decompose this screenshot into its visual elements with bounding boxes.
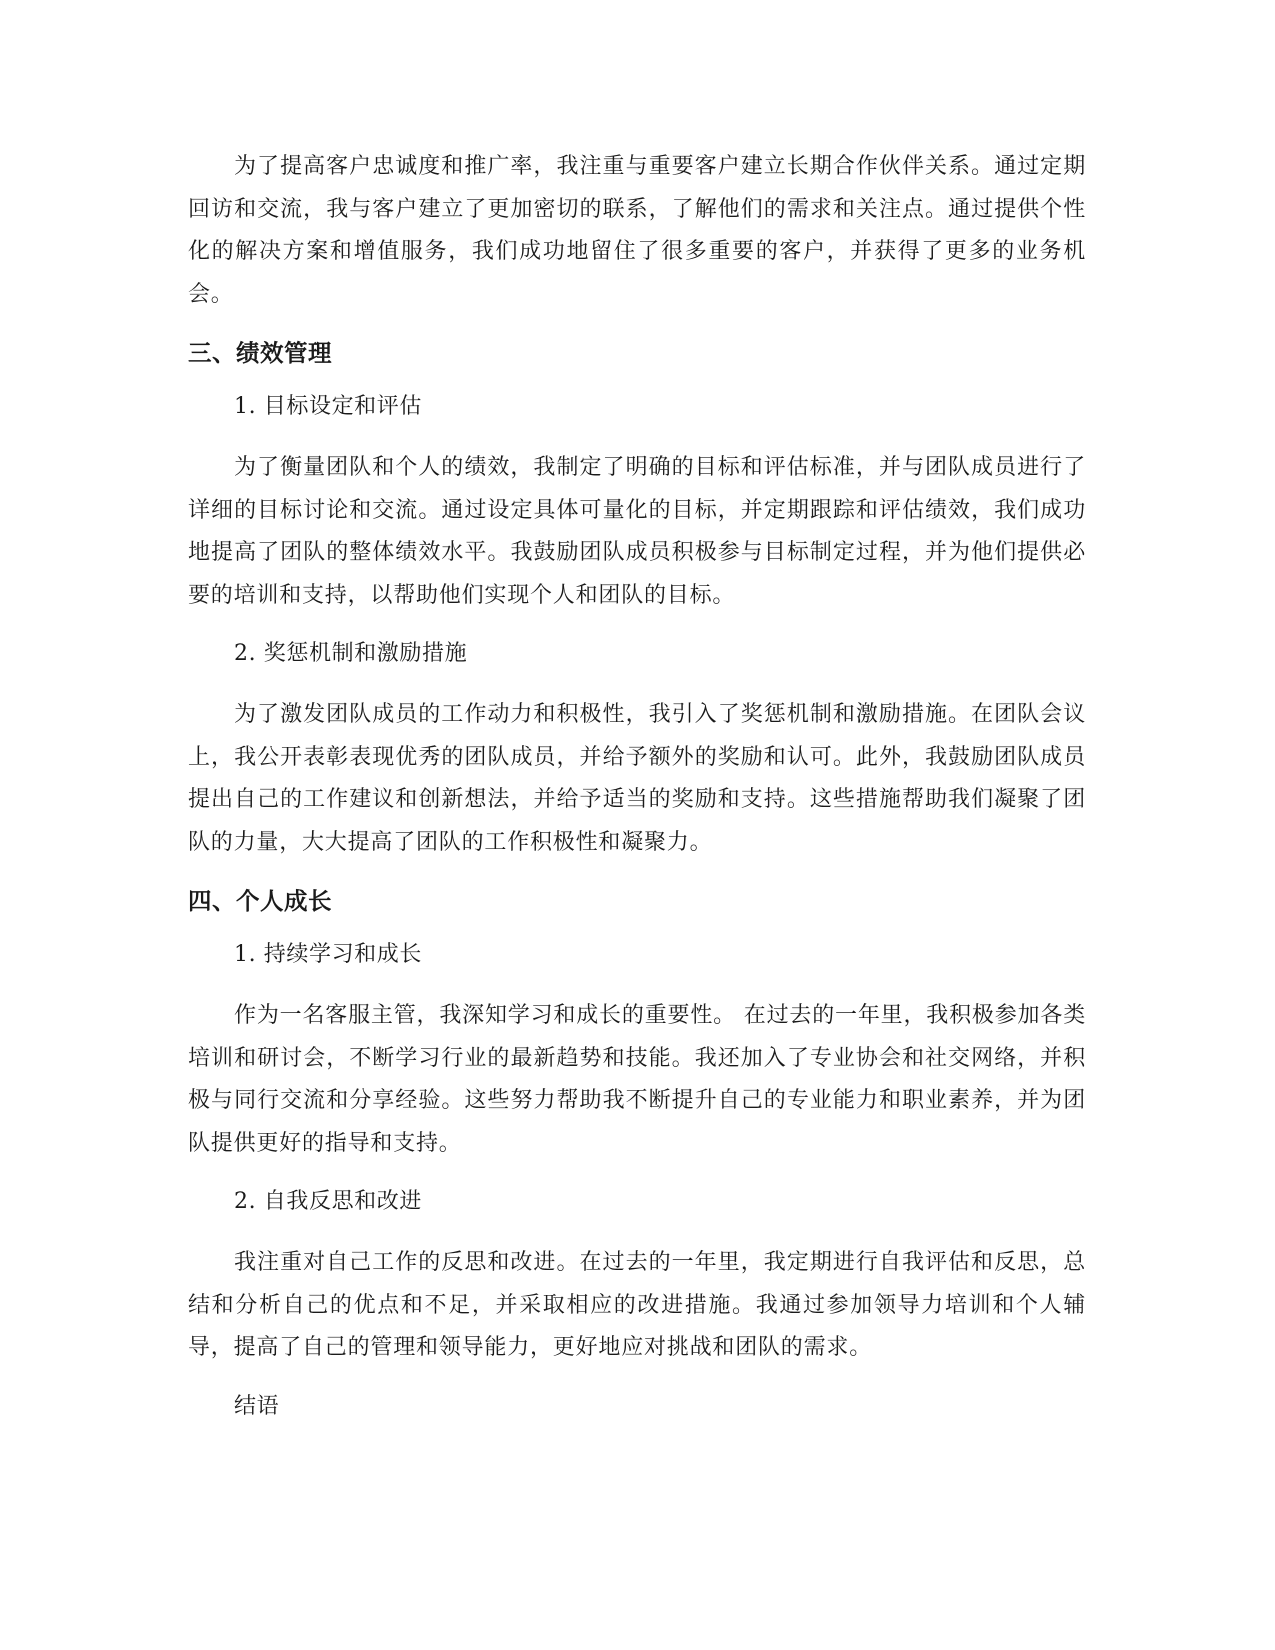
document-body — [188, 146, 1086, 1424]
section-heading-personal-growth: 四、个人成长 — [188, 887, 332, 915]
closing-heading: 结语 — [234, 1393, 280, 1419]
paragraph-continuous-learning: 作为一名客服主管，我深知学习和成长的重要性。 在过去的一年里，我积极参加各类培训和研讨会，不断学习行业的最新趋势和技能。我还加入了专业协会和社交网络，并积极与同行交流和分享经验。这些努力帮助我不断提升自己的专业能力和职业素养，并为团队提供更好的指导和支持。 — [188, 1003, 1086, 1156]
paragraph-incentives: 为了激发团队成员的工作动力和积极性，我引入了奖惩机制和激励措施。在团队会议上，我公开表彰表现优秀的团队成员，并给予额外的奖励和认可。此外，我鼓励团队成员提出自己的工作建议和创新想法，并给予适当的奖励和支持。这些措施帮助我们凝聚了团队的力量，大大提高了团队的工作积极性和凝聚力。 — [188, 702, 1086, 855]
section-heading-performance: 三、绩效管理 — [188, 339, 332, 367]
subheading-incentives: 2. 奖惩机制和激励措施 — [234, 641, 468, 666]
paragraph-self-reflection: 我注重对自己工作的反思和改进。在过去的一年里，我定期进行自我评估和反思，总结和分析自己的优点和不足，并采取相应的改进措施。我通过参加领导力培训和个人辅导，提高了自己的管理和领导能力，更好地应对挑战和团队的需求。 — [188, 1250, 1086, 1360]
subheading-goal-setting: 1. 目标设定和评估 — [234, 394, 422, 419]
paragraph-goal-setting: 为了衡量团队和个人的绩效，我制定了明确的目标和评估标准，并与团队成员进行了详细的目标讨论和交流。通过设定具体可量化的目标，并定期跟踪和评估绩效，我们成功地提高了团队的整体绩效水平。我鼓励团队成员积极参与目标制定过程，并为他们提供必要的培训和支持，以帮助他们实现个人和团队的目标。 — [188, 455, 1086, 608]
subheading-continuous-learning: 1. 持续学习和成长 — [234, 942, 422, 967]
subheading-self-reflection: 2. 自我反思和改进 — [234, 1189, 422, 1214]
paragraph-customer-partnership: 为了提高客户忠诚度和推广率，我注重与重要客户建立长期合作伙伴关系。通过定期回访和交流，我与客户建立了更加密切的联系，了解他们的需求和关注点。通过提供个性化的解决方案和增值服务，我们成功地留住了很多重要的客户，并获得了更多的业务机会。 — [188, 154, 1086, 307]
